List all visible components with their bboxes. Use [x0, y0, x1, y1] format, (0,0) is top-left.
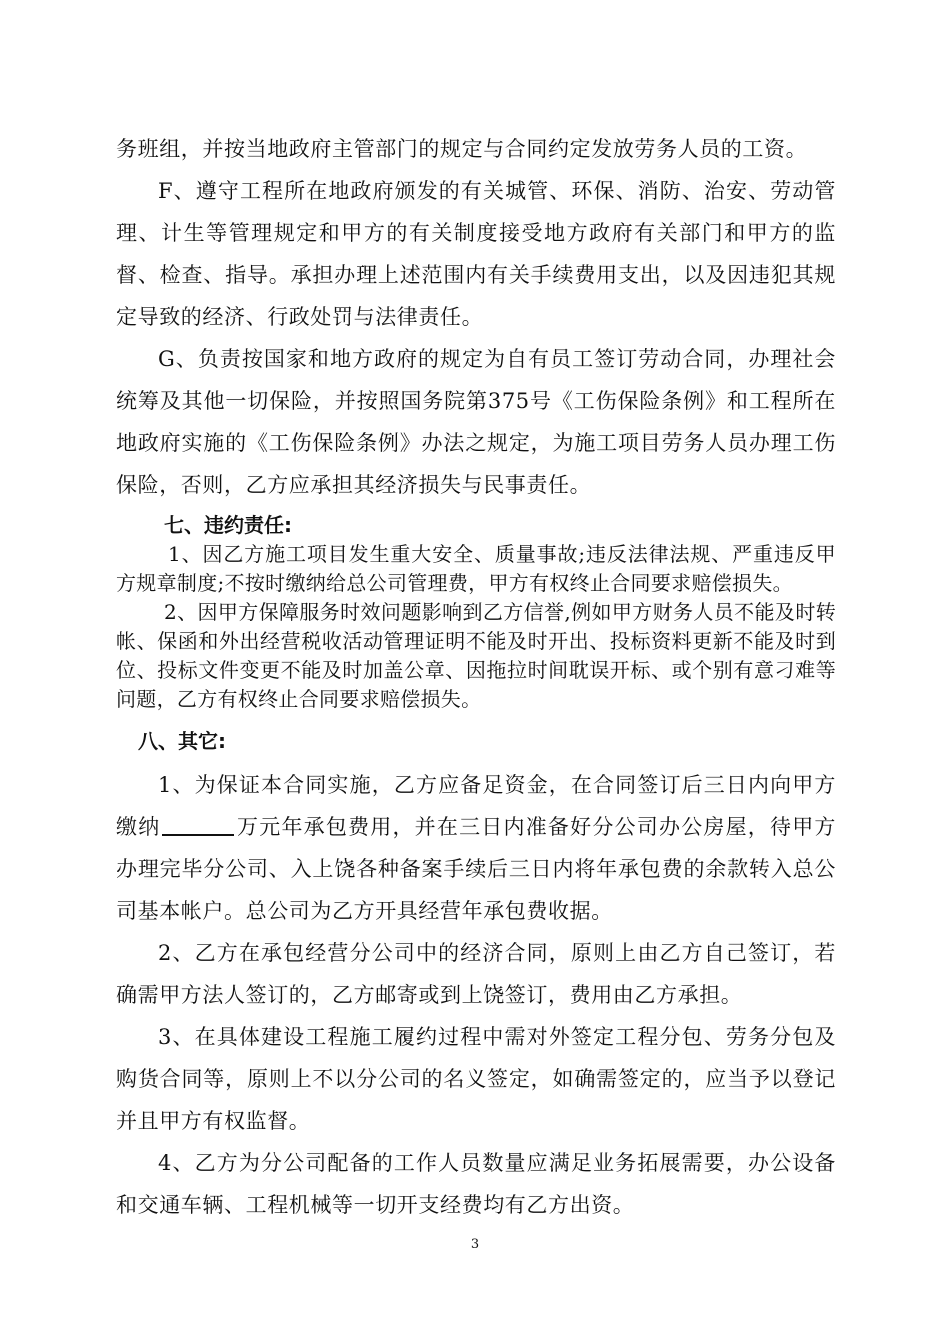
- section-8-item-1: [116, 764, 836, 932]
- section-7-heading: 七、违约责任:: [164, 513, 292, 537]
- paragraph-g: G、负责按国家和地方政府的规定为自有员工签订劳动合同，办理社会统筹及其他一切保险，并按照国务院第375号《工伤保险条例》和工程所在地政府实施的《工伤保险条例》办法之规定，为施工项目劳务人员办理工伤保险，否则，乙方应承担其经济损失与民事责任。: [116, 347, 836, 497]
- section-7-item-2: 2、因甲方保障服务时效问题影响到乙方信誉,例如甲方财务人员不能及时转帐、保函和外出经营税收活动管理证明不能及时开出、投标资料更新不能及时到位、投标文件变更不能及时加盖公章、因拖拉时间耽误开标、或个别有意刁难等问题，乙方有权终止合同要求赔偿损失。: [116, 600, 836, 711]
- section-8-item-2: 2、乙方在承包经营分公司中的经济合同，原则上由乙方自己签订，若确需甲方法人签订的，乙方邮寄或到上饶签订，费用由乙方承担。: [116, 941, 836, 1007]
- paragraph-continuation: 务班组，并按当地政府主管部门的规定与合同约定发放劳务人员的工资。: [116, 137, 808, 161]
- section-8-item-4: 4、乙方为分公司配备的工作人员数量应满足业务拓展需要，办公设备和交通车辆、工程机械等一切开支经费均有乙方出资。: [116, 1151, 836, 1217]
- item-1-text-before: 1、为保证本合同实施，乙方应备足资金，在合同签订后三日内向甲方缴纳: [116, 773, 836, 839]
- amount-blank-line: [162, 812, 234, 836]
- paragraph-f: F、遵守工程所在地政府颁发的有关城管、环保、消防、治安、劳动管理、计生等管理规定和甲方的有关制度接受地方政府有关部门和甲方的监督、检查、指导。承担办理上述范围内有关手续费用支出，以及因违犯其规定导致的经济、行政处罚与法律责任。: [116, 179, 836, 329]
- section-8-item-3: 3、在具体建设工程施工履约过程中需对外签定工程分包、劳务分包及购货合同等，原则上不以分公司的名义签定，如确需签定的，应当予以登记并且甲方有权监督。: [116, 1025, 836, 1133]
- item-1-text-after: 万元年承包费用，并在三日内准备好分公司办公房屋，待甲方办理完毕分公司、入上饶各种备案手续后三日内将年承包费的余款转入总公司基本帐户。总公司为乙方开具经营年承包费收据。: [116, 815, 836, 923]
- section-7-item-1: 1、因乙方施工项目发生重大安全、质量事故;违反法律法规、严重违反甲方规章制度;不按时缴纳给总公司管理费，甲方有权终止合同要求赔偿损失。: [116, 542, 836, 595]
- section-8-heading: 八、其它:: [138, 729, 226, 753]
- page-number: 3: [470, 1237, 480, 1252]
- document-body: [116, 128, 836, 1226]
